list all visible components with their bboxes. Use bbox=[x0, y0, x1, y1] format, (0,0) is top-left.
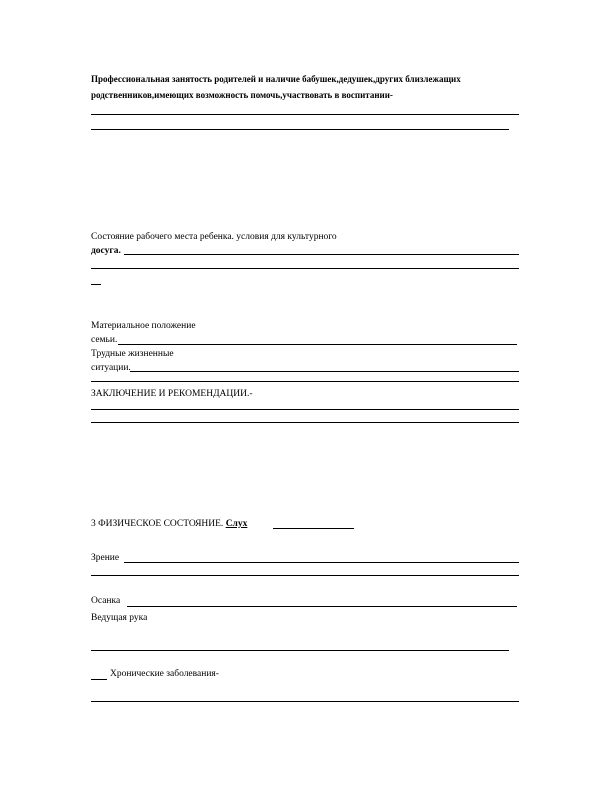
answer-line[interactable] bbox=[124, 254, 519, 255]
difficult-label-line-1: Трудные жизненные bbox=[91, 349, 174, 359]
answer-line[interactable] bbox=[91, 701, 519, 702]
answer-line[interactable] bbox=[91, 409, 519, 410]
hand-label: Ведущая рука bbox=[91, 613, 148, 623]
physical-heading bbox=[91, 519, 247, 530]
conclusion-label: ЗАКЛЮЧЕНИЕ И РЕКОМЕНДАЦИИ.- bbox=[91, 389, 253, 399]
answer-line[interactable] bbox=[91, 422, 519, 423]
chronic-label: Хронические заболевания- bbox=[110, 669, 219, 679]
family-question-line-1: Профессиональная занятость родителей и наличие бабушек,дедушек,других близлежащих bbox=[91, 74, 461, 84]
workplace-question-line-1: Состояние рабочего места ребенка. условия для культурного bbox=[91, 232, 337, 242]
chronic-prefix-line[interactable] bbox=[91, 679, 107, 680]
posture-label: Осанка bbox=[91, 596, 121, 606]
answer-line[interactable] bbox=[91, 114, 519, 115]
answer-line[interactable] bbox=[91, 129, 509, 130]
hand-answer-line[interactable] bbox=[91, 650, 509, 651]
answer-line-short[interactable] bbox=[91, 284, 101, 285]
material-label-line-1: Материальное положение bbox=[91, 321, 196, 331]
posture-answer-line[interactable] bbox=[127, 606, 517, 607]
physical-heading-text: 3 ФИЗИЧЕСКОЕ СОСТОЯНИЕ. bbox=[91, 519, 224, 529]
answer-line[interactable] bbox=[118, 344, 517, 345]
material-label-line-2: семьи. bbox=[91, 335, 118, 345]
answer-line[interactable] bbox=[91, 268, 519, 269]
family-question-line-2: родственников,имеющих возможность помочь,участвовать в воспитании- bbox=[91, 90, 393, 100]
answer-line[interactable] bbox=[91, 575, 519, 576]
difficult-label-line-2: ситуации. bbox=[91, 363, 131, 373]
hearing-label: Слух bbox=[225, 519, 248, 529]
hearing-answer-line[interactable] bbox=[273, 528, 354, 529]
vision-label: Зрение bbox=[91, 553, 120, 563]
vision-answer-line[interactable] bbox=[124, 562, 519, 563]
workplace-question-line-2: досуга. bbox=[91, 246, 121, 256]
answer-line[interactable] bbox=[91, 381, 519, 382]
answer-line[interactable] bbox=[130, 371, 519, 372]
